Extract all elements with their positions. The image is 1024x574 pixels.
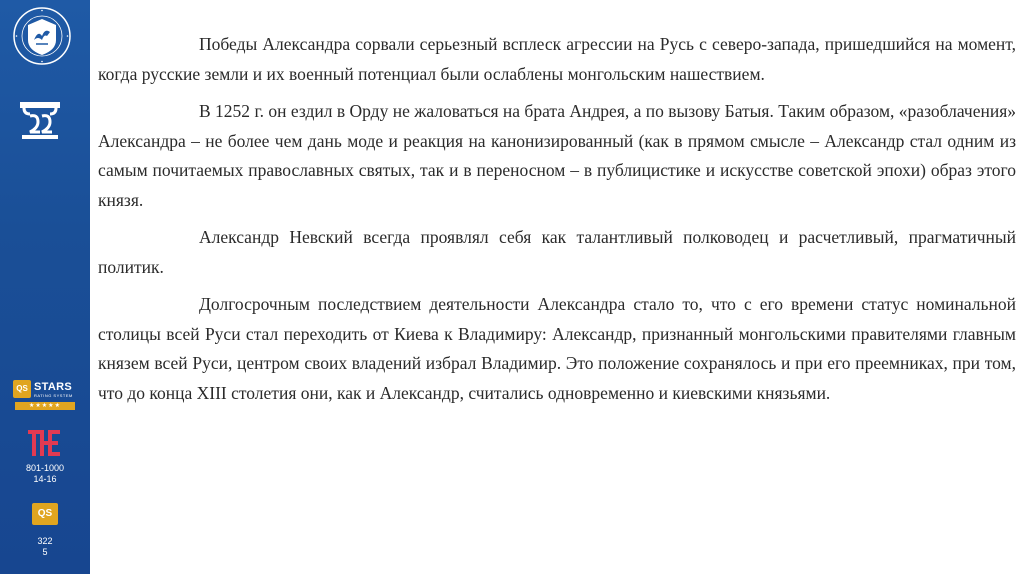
university-seal-icon xyxy=(12,6,72,66)
the-ranking-logo-icon xyxy=(26,426,62,462)
the-rank-line-2: 14-16 xyxy=(33,474,57,484)
qs-rank-line-2: 5 xyxy=(42,547,48,557)
paragraph-4: Долгосрочным последствием деятельности Александра стало то, что с его времени статус номинальной столицы всей Руси стал переходить от Киева к Владимиру: Александр, признанный монгольскими правителями главным князем всей Руси, центром своих владений избрал Владимир. Это положение сохранялось и при его преемниках, при том, что до конца XIII столетия они, как и Александр, считались одновременно и киевскими князьями. xyxy=(98,294,1016,403)
qs-ranking-text xyxy=(10,536,80,558)
the-ranking-text xyxy=(10,463,80,485)
paragraph-3: Александр Невский всегда проявлял себя как талантливый полководец и расчетливый, прагматичный политик. xyxy=(98,227,1016,277)
paragraph-2: В 1252 г. он ездил в Орду не жаловаться на брата Андрея, а по вызову Батыя. Таким образом, «разоблачения» Александра – не более чем дань моде и реакция на канонизированный (как в прямом смысле – Александр стал одним из самым почитаемых православных святых, так и в переносном – в публицистике и искусстве советской эпохи) образ этого князя. xyxy=(98,101,1016,210)
slide-text-body xyxy=(98,30,1016,416)
paragraph-1: Победы Александра сорвали серьезный всплеск агрессии на Русь с северо-запада, пришедшийся на момент, когда русские земли и их военный потенциал были ослаблены монгольским нашествием. xyxy=(98,34,1016,84)
qs-stars-word: STARS xyxy=(34,381,72,393)
sidebar xyxy=(0,0,90,574)
column-logo-icon xyxy=(18,98,62,142)
qs-stars-subtitle: RATING SYSTEM xyxy=(34,393,73,398)
qs-ranking-logo: QS xyxy=(32,503,58,525)
qs-stars-logo xyxy=(13,380,77,414)
qs-stars-badge: QS xyxy=(13,380,31,398)
the-rank-line-1: 801-1000 xyxy=(25,463,65,473)
qs-rank-line-1: 322 xyxy=(37,536,53,546)
qs-stars-rating: ★★★★★ xyxy=(15,402,75,410)
